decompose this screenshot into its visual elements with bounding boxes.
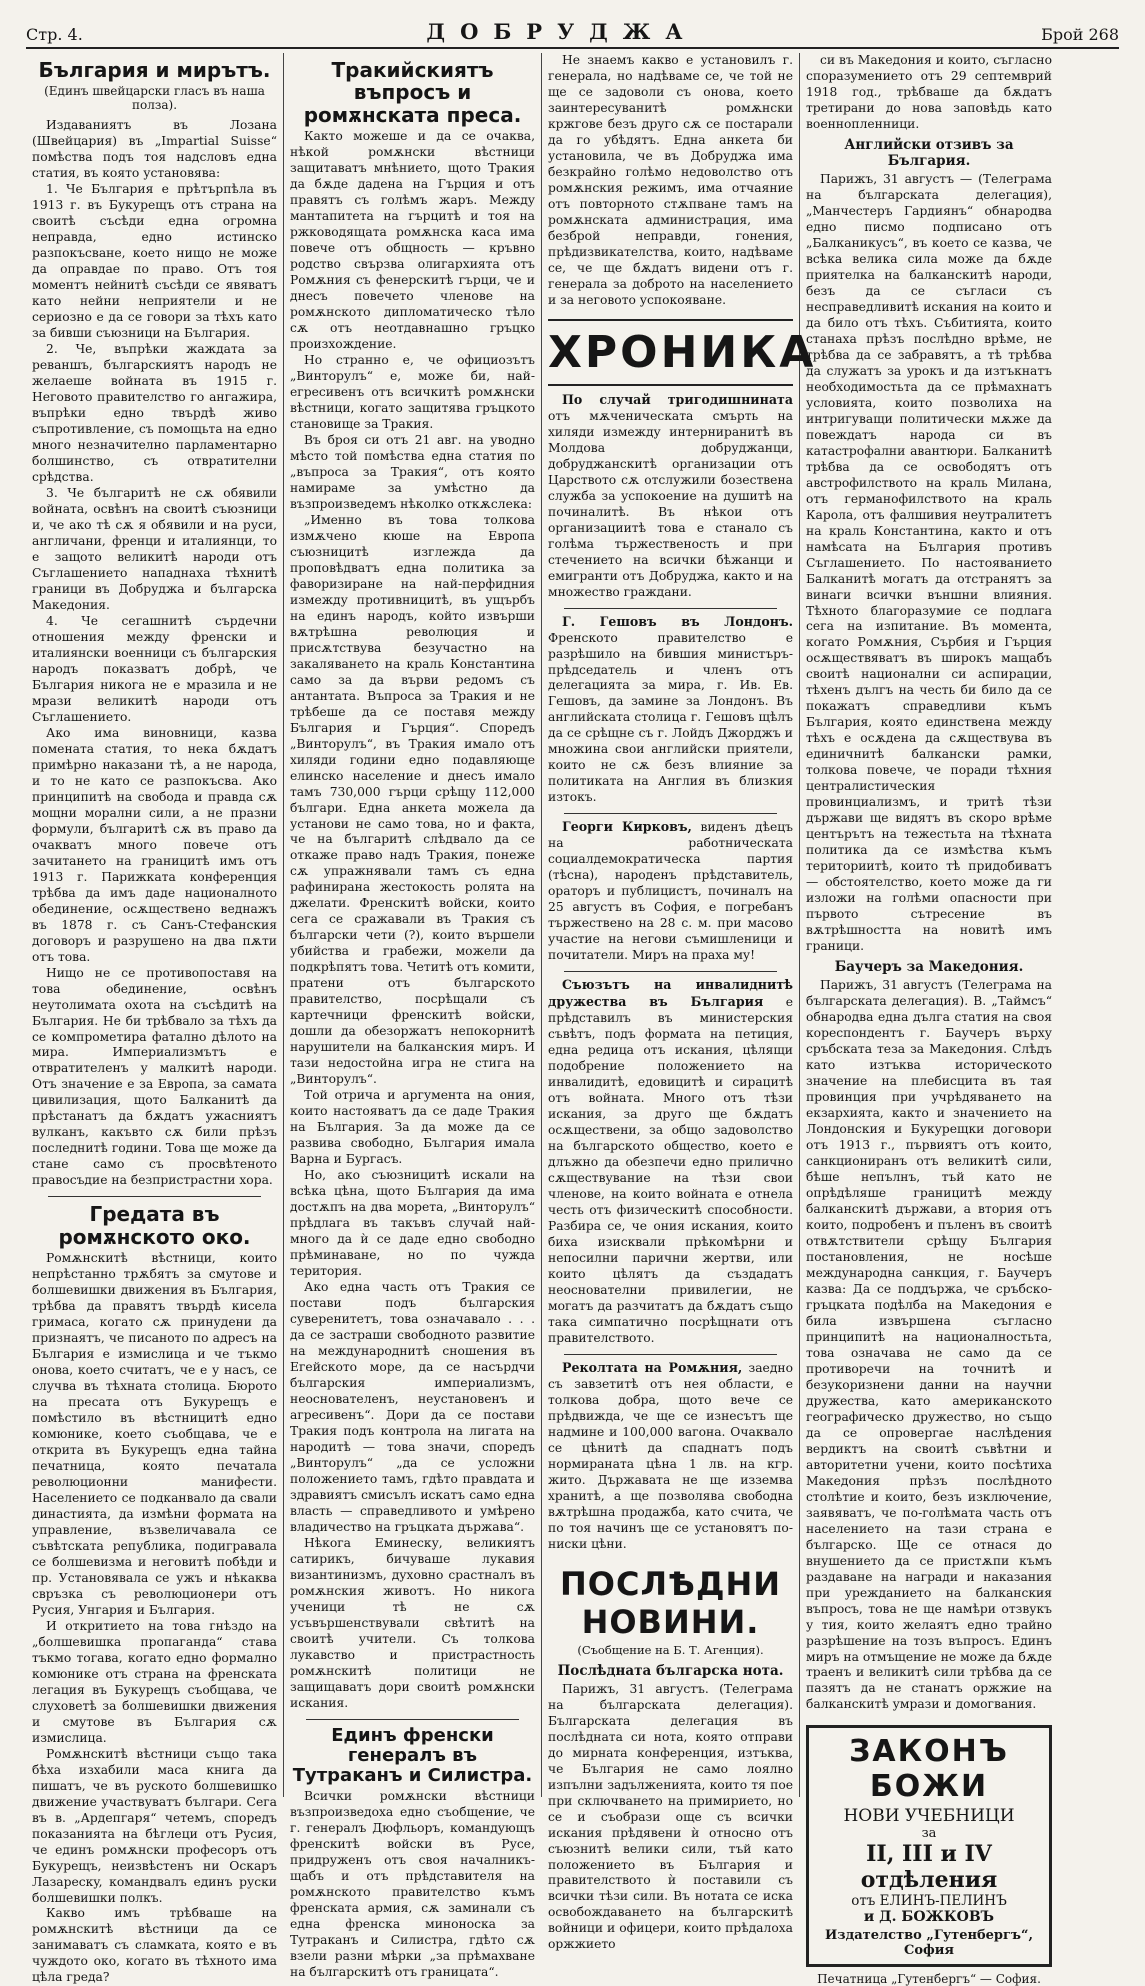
divider [564, 813, 777, 814]
paragraph: Не знаемъ какво е установилъ г. генерала, но надѣваме се, че той не ще се задоволи съ онова, което заинтересуванитѣ ромѫнски кржгове безъ друго сѫ се постарали да го убѣдятъ. Една анкета би установила, че въ Добруджа има безкрайно голѣмо недоволство отъ ромѫнския режимъ, има отчаяние отъ повторното стѫпване тамъ на ромѫнската администрация, има безброй неправди, гонения, прѣдизвикателства, които, надѣваме се, че ще бѫдатъ видени отъ г. генерала за доброто на населението и за неговото успокояване. [548, 53, 793, 307]
news-item [548, 392, 793, 601]
newspaper-title: ДОБРУДЖА [426, 19, 698, 44]
news-item [548, 614, 793, 807]
paragraph: си въ Македония и които, съгласно споразумението отъ 29 септемврий 1918 год., трѣбваше да бѫдатъ третирани до нова заповѣдь като военнопленници. [806, 53, 1052, 131]
news-item-heading: Съюзътъ на инвалиднитѣ дружества въ България [548, 977, 793, 1010]
paragraph: Въ броя си отъ 21 авг. на уводно мѣсто той помѣства една статия по „въпроса за Тракия“, отъ която намираме за умѣстно да възпроизведемъ нѣколко откѫслека: [290, 432, 535, 511]
news-item [548, 1360, 793, 1553]
news-item [548, 977, 793, 1347]
news-item-heading: Реколтата на Ромѫния, [562, 1359, 743, 1375]
advertisement [806, 1725, 1052, 1967]
article-heading: Тракийскиятъ въпросъ и ромѫнската преса. [303, 58, 522, 127]
ad-line: II, III и IV отдѣления [860, 1841, 998, 1894]
divider [48, 1196, 261, 1197]
paragraph: Парижъ, 31 августъ — (Телеграма на българската делегация), „Манчестеръ Гардиянъ“ обнародва едно писмо подписано отъ „Балканикусъ“, въ което се казва, че всѣка велика сила може да бѫде приятелка на балканскитѣ народи, безъ да се съгласи съ несправедливитѣ искания на които и да било отъ тѣхъ. Събитията, които станаха прѣзъ послѣдно врѣме, не трѣбва да се забравятъ, а тѣ трѣбва да служатъ за урокъ и да изтъкнатъ необходимостьта да се прѣмахнатъ условията, които позволиха на интригуващи политически мѫже да повеждатъ народа си въ катастрофални авантюри. Балканитѣ трѣбва да се освободятъ отъ австрофилството на краль Милана, отъ германофилството на краль Карола, отъ фалшивия неутралитетъ на краль Константина, както и отъ намѣсата на България противъ Съглашението. По настояванието Балканитѣ могатъ да отстранятъ за винаги всички външни влияния. Тѣхното благоразумие се подлага сега на изпитание. Въ момента, когато Ромѫния, Сърбия и Гърция осѫществяватъ въ широкъ мащабъ своитѣ национални си аспирации, тѣхенъ дългъ на честь би било да се покажатъ справедливи къмъ България, която единствена между тѣхъ е осѫдена да сѫществува въ единичнитѣ балкански рамки, толкова повече, че поради тѣхния централистическия провинциализмъ, и тритѣ тѣзи държави ще видятъ въ скоро врѣме центърътъ на тежестьта на тѣхната политика да се измѣства къмъ териториитѣ, които тѣ придобиватъ — обстоятелство, което може да ги изложи на голѣми опасности при първото сътресение въ вѫтрѣшността на новитѣ имъ граници. [806, 171, 1052, 954]
divider [306, 1719, 519, 1720]
news-item-body: е прѣдставилъ въ министерския съвѣтъ, подъ формата на петиция, една редица отъ искания, цѣлящи подобрение положението на инвалидитѣ, едовицитѣ и сирацитѣ отъ войната. Много отъ тѣзи искания, за друго ще бѫдатъ осѫществени, за общо задоволство на българското общество, което е длъжно да обезпечи едно прилично сѫществувание на тѣзи свои членове, на които войната е отнела честь отъ физическитѣ способности. Разбира се, че ония искания, които биха изисквали прѣкомѣрни и непосилни парични жертви, или които цѣлятъ да създадатъ неоснователни привилегии, не могатъ да разчитатъ да бѫдатъ също така симпатично посрѣщнати отъ правителството. [548, 995, 793, 1345]
news-item [548, 819, 793, 964]
page-header [26, 18, 1119, 49]
paragraph: Какво имъ трѣбваше на ромѫнскитѣ вѣстници да се занимаватъ съ сламката, която е въ чуждото око, когато въ тѣхното има цѣла греда? [32, 1906, 277, 1985]
divider [564, 971, 777, 972]
ad-title: ЗАКОНЪ БОЖИ [849, 1734, 1009, 1805]
paragraph: 4. Че сегашнитѣ сърдечни отношения между френски и италиянски военници съ българския народъ показватъ добрѣ, че България никога не е мразила и не мрази великитѣ народи отъ Съглашението. [32, 613, 277, 724]
article-heading: България и мирътъ. [38, 58, 271, 82]
paragraph: Парижъ, 31 августъ. (Телеграма на българската делегация). Българската делегация въ послѣдната си нота, която отправи до мирната конференция, изтъква, че България не само лоялно изпълни задълженията, които тя пое при сключването на примирието, но се и съобрази още съ всички искания прѣдявени ѝ относно отъ съюзнитѣ велики сили, тъй като положението въ България и правителството ѝ поставили съ всички тѣзи сили. Въ нотата се иска освобождаването на българскитѣ войници и офицери, които прѣдалоха оржжието [548, 1681, 793, 1952]
issue-number: Брой 268 [1041, 25, 1119, 44]
printer-credit: Печатница „Гутенбергъ“ — София. [817, 1972, 1041, 1986]
article-heading: Английски отзивъ за България. [844, 136, 1014, 169]
divider [564, 608, 777, 609]
paragraph: 2. Че, въпрѣки жаждата за реваншъ, българскиятъ народъ не желаеше войната въ 1915 г. Неговото правителство го ангажира, въпрѣки едно твърдѣ живо съпротивление, съ помощьта на едно много незначително парламентарно болшинство, съ отвратителни срѣдства. [32, 342, 277, 485]
paragraph: 3. Че българитѣ не сѫ обявили войната, освѣнъ на своитѣ съюзници и, че ако тѣ сѫ я обявили и на руси, англичани, френци и италиянци, то е защото великитѣ народи отъ Съглашението нападнаха тѣхнитѣ граници въ Добруджа и българска Македония. [32, 486, 277, 612]
paragraph: И откритието на това гнѣздо на „болшевишка пропаганда“ става тъкмо тогава, когато едно формално комюнике отъ страна на френската легация въ Букурещъ съобщава, че слуховетѣ за болшевишки движения и смутове въ България сѫ измислица. [32, 1618, 277, 1745]
paragraph: „Именно въ това толкова измѫчено кюше на Европа съюзницитѣ изглежда да проповѣдватъ една политика за фаворизиране на най-перфидния измежду противницитѣ, въ ущърбъ на единъ народъ, който извърши вѫтрѣшна революция и присѫтствува безучастно на закаляването на краль Константина само за да върви редомъ съ антантата. Въпроса за Тракия и не трѣбеше да се поставя между България и Гърция“. Споредъ „Винторулъ“, въ Тракия имало отъ хиляди години едно подавляюще елинско население и днесъ имало тамъ 730,000 гърци срѣщу 112,000 българи. Една анкета можела да установи не само това, но и факта, че на българитѣ слѣдвало да се откаже право надъ Тракия, понеже сѫ упражнявали тамъ съ една рафинирана жестокость ролята на джелати. Френскитѣ войски, които сега се сражавали въ Тракия съ български чети (?), които вършели убийства и грабежи, можели да подкрѣпятъ това. Четитѣ отъ комити, пратени отъ българското правителство, посрѣщали съ картечници френскитѣ войски, дошли да обезоржатъ непокорнитѣ нарушители на балканския миръ. И тази недостойна игра не стига на „Винторулъ“. [290, 512, 535, 1087]
paragraph: Нищо не се противопоставя на това обединение, освѣнъ неутолимата охота на съсѣдитѣ на България. Не би трѣбвало за тѣхъ да се компрометира фатално дѣлото на мира. Империализмътъ е отвратителенъ у малкитѣ народи. Отъ значение е за Европа, за самата цивилизация, щото Балканитѣ да прѣстанатъ да бѫдатъ ужасниятъ вулканъ, какъвто сѫ били прѣзъ последнитѣ години. Това ще може да стане само съ просвѣтеното правосъдие на безпристрастни хора. [32, 965, 277, 1188]
paragraph: Нѣкога Еминеску, великиятъ сатирикъ, бичуваше лукавия византинизмъ, духовно срастналъ въ ромѫнския животъ. Но никога ученици тѣ не сѫ усъвършенствували свѣтитѣ на своитѣ учители. Съ толкова лукавство и пристрастность ромѫнскитѣ политици не защищаватъ дори своитѣ ромѫнски искания. [290, 1535, 535, 1710]
paragraph: Издаваниятъ въ Лозана (Швейцария) въ „Impartial Suisse“ помѣства подъ тоя надсловъ една статия, въ която установява: [32, 118, 277, 181]
paragraph: Ромѫнскитѣ вѣстници също така бѣха изхабили маса книга да пишатъ, че въ руското болшевишко движение участвуватъ българи. Сега въ в. „Ардепгаря“ четемъ, споредъ показанията на бѣглеци отъ Русия, че единъ ромѫнски професоръ отъ Букурещъ, неизвѣстенъ ни Оскаръ Лазарескy, командвалъ единъ руски болшевишки полкъ. [32, 1746, 277, 1905]
divider [564, 1354, 777, 1355]
article-heading: Послѣдната българска нота. [557, 1662, 784, 1679]
news-item-heading: Г. Гешовъ въ Лондонъ. [562, 613, 793, 629]
section-title-latest-news: ПОСЛѢДНИ НОВИНИ. [560, 1564, 781, 1641]
paragraph: Ако една часть отъ Тракия се постави подъ българския суверенитетъ, това означавало . . . да се застраши свободното развитие на международнитѣ сношения въ Егейското море, да се насърдчи българския империализмъ, неоснователенъ, неустановенъ и агресивенъ“. Дори да се постави Тракия подъ контрола на лигата на народитѣ — това значи, споредъ „Винторулъ“ „да се усложни положението тамъ, гдѣто правдата и здравиятъ смисълъ искатъ само една власть — справедливото и умѣрено владичество на гръцката държава“. [290, 1280, 535, 1534]
paragraph: Но странно е, че официозътъ „Винторулъ“ е, може би, най-егресивенъ отъ всичкитѣ ромѫнски вѣстници, когато защитява гръцкото становище за Тракия. [290, 352, 535, 431]
news-item-heading: Георги Кирковъ, [562, 819, 692, 835]
news-item-body: Френското правителство е разрѣшило на бившия министъръ-прѣдседатель и членъ отъ делегацията за мира, г. Ив. Ев. Гешовъ, да замине за Лондонъ. Въ английската столица г. Гешовъ щѣлъ да се срѣщне съ г. Лойдъ Джорджъ и множина свои английски приятели, които не сѫ безъ влияние за политиката на Англия въ близкия изтокъ. [548, 630, 793, 805]
column-3 [542, 53, 817, 1952]
column-1 [26, 53, 284, 1985]
section-subtitle: (Съобщение на Б. Т. Агенция). [577, 1642, 764, 1657]
paragraph: Парижъ, 31 августъ (Телеграма на българската делегация). В. „Таймсъ“ обнародва една дълга статия на своя кореспондентъ г. Баучеръ върху сръбската теза за Македония. Слѣдъ като изтъква историческото значение на плебисцита въ тая провинция при учрѣдяването на екзархията, както и значението на Лондонския и Букурещки договори отъ 1913 г., първиятъ отъ които, санкциониранъ отъ великитѣ сили, бѣше непълнъ, тъй като не опрѣдѣляше границитѣ между балканскитѣ държави, а втория отъ които, подробенъ и пъленъ въ своитѣ отвѫтствители срѣщу България постановления, не носѣше международна санкция, г. Баучеръ казва: Да се поддържа, че сръбско-гръцката подѣлба на Македония е била извършена съгласно принципитѣ на националностьта, това означава не само да се противоречи на точнитѣ и безукоризнени данни на научни дружества, като американското географическо дружество, но също да се опровергае наслѣдения вердиктъ на своитѣ съвѣтни и авторитетни учени, които посѣтиха Македония прѣзъ послѣдното столѣтие и които, безъ изключение, заявяватъ, че по-голѣмата часть отъ населението на тази страна е българско. Ще се отнася до внушението да се пристѫпи къмъ раздаване на награди и наказания при урежданието на балканския въпросъ, това не ще намѣри отзвукъ у тия, които желаятъ едно трайно разрѣшение на тозъ въпросъ. Единъ миръ на отмъщение не може да бѫде траенъ и великитѣ сили трѣбва да се пазятъ да не станатъ оржжие на балканскитѣ умрази и домогвания. [806, 978, 1052, 1712]
paragraph: 1. Че България е прѣтърпѣла въ 1913 г. въ Букурещъ отъ страна на своитѣ съсѣди една огромна неправда, едно истинско разпокъсване, което нищо не може да оправдае по право. Отъ тоя моментъ нейнитѣ съсѣди се явяватъ като нейни неприятели и не сериозно е да се говори за тѣхъ като за бивши съюзници на България. [32, 182, 277, 341]
ad-publisher: Издателство „Гутенбергъ“, София [825, 1928, 1033, 1959]
news-item-body: отъ мѫченическата смърть на хиляди измежду интерниранитѣ въ Молдова добруджанци, добруджанскитѣ организации отъ Царството сѫ отслужили бозествена служба за успокоение на душитѣ на починалитѣ. Въ нѣкои отъ организациитѣ това е станало съ голѣма тържественость и при стечението на всички бѣжанци и емигранти отъ Добруджа, както и на множество граждани. [548, 408, 793, 599]
ad-line: отъ ЕЛИНЪ-ПЕЛИНЪ [851, 1893, 1007, 1910]
news-item-heading: По случай тригодишнината [562, 391, 793, 407]
news-item-body: виденъ дѣецъ на работническата социалдемократическа партия (тѣсна), народенъ прѣдставитель, ораторъ и публицистъ, починалъ на 25 августъ въ София, е погребанъ тържествено на 28 с. м. при масово участие на негови съмишленици и почитатели. Миръ на праха му! [548, 820, 793, 963]
article-heading: Баучеръ за Македония. [834, 959, 1024, 976]
ad-line: за [921, 1826, 937, 1842]
paragraph: Той отрича и аргумента на ония, които настояватъ да се даде Тракия на България. За да може да се развива свободно, България имала Варна и Бургасъ. [290, 1088, 535, 1167]
ad-line: НОВИ УЧЕБНИЦИ [843, 1806, 1015, 1827]
column-2 [284, 53, 542, 1979]
paragraph: Както можеше и да се очаква, нѣкой ромѫнски вѣстници защитаватъ мнѣнието, щото Тракия да бѫде дадена на Гърция и отъ правятъ съ голѣмъ жаръ. Между мантапитета на гърцитѣ и тоя на ржководящата ромѫнска каса има повече отъ общность — кръвно родство свързва олигархията отъ Ромѫния съ фенерскитѣ гърци, че и днесъ повечето членове на ромѫнското дипломатическо тѣло сѫ отъ неотдавнашно гръцко произхождение. [290, 129, 535, 351]
paragraph: Но, ако съюзницитѣ искали на всѣка цѣна, щото България да има достѫпъ на два морета, „Винторулъ“ прѣдлага въ такъвъ случай най-много да ѝ се даде едно свободно прѣминаване, но по чужда територия. [290, 1168, 535, 1279]
paragraph: Ромѫнскитѣ вѣстници, които непрѣстанно трѫбятъ за смутове и болшевишки движения въ България, трѣбва да правятъ твърдѣ кисела гримаса, когато сѫ принудени да признаятъ, че писаното по адресъ на България е измислица и че тъкмо онова, което считатъ, че е у насъ, се случва въ тѣхната столица. Бюрото на пресата отъ Букурещъ е помѣстило въ вѣстницитѣ едно комюнике, което съобщава, че е открита въ Букурещъ една тайна печатница, която печатала революционни манифести. Населението се подканвало да свали династията, да измѣни формата на управление, възвеличавала се съвѣтската република, подигравала се болшевизма и неговитѣ побѣди и пр. Установявала се ужъ и нѣкаква свръзка съ революционери отъ Русия, Унгария и България. [32, 1251, 277, 1617]
news-item-body: заедно съ завзетитѣ отъ нея области, е толкова добра, щото вече се прѣдвижда, че ще се изнесътъ ще надмине и 100,000 вагона. Очаквало се цѣнитѣ да спаднатъ подъ нормираната цѣна 1 лв. на кгр. жито. Държавата не ще изземва хранитѣ, а ще позволява свободна вѫтрѣшна продажба, като счита, че по тоя начинъ ще се установятъ по-ниски цѣни. [548, 1360, 793, 1551]
article-heading: Единъ френски генералъ въ Тутраканъ и Силистра. [292, 1724, 533, 1786]
page-number: Стр. 4. [26, 25, 83, 44]
ad-line: и Д. БОЖКОВЪ [863, 1909, 995, 1926]
section-title-chronicle: ХРОНИКА [548, 319, 793, 386]
paragraph: Ако има виновници, казва помената статия, то нека бѫдатъ примѣрно наказани тѣ, а не народа, и то не като се разпокъсва. Ако принципитѣ на свобода и правда сѫ мощни морални сили, а не празни формули, българитѣ сѫ въ право да очакватъ много повече отъ зачитането на границитѣ имъ отъ 1913 г. Парижката конференция трѣбва да имъ даде националното обединение, осѫществено веднажъ въ 1878 г. съ Санъ-Стефанския договоръ и разрушено на два пѫти отъ това. [32, 725, 277, 964]
columns [26, 53, 1119, 1986]
article-subheading: (Единъ швейцарски гласъ въ наша полза). [44, 84, 265, 113]
paragraph: Всички ромѫнски вѣстници възпроизведоха едно съобщение, че г. генералъ Дюфльоръ, командующъ френскитѣ войски въ Русе, придруженъ отъ своя началникъ-щабъ и отъ прѣдставителя на ромѫнското правителство къмъ френската армия, сѫ заминали съ една френска миноноска за Тутраканъ и Силистра, гдѣто сѫ взели разни мѣрки „за прѣмахване на българскитѣ отъ границата“. [290, 1789, 535, 1979]
column-4 [800, 53, 1058, 1986]
article-heading: Гредата въ ромѫнското око. [58, 1202, 251, 1249]
